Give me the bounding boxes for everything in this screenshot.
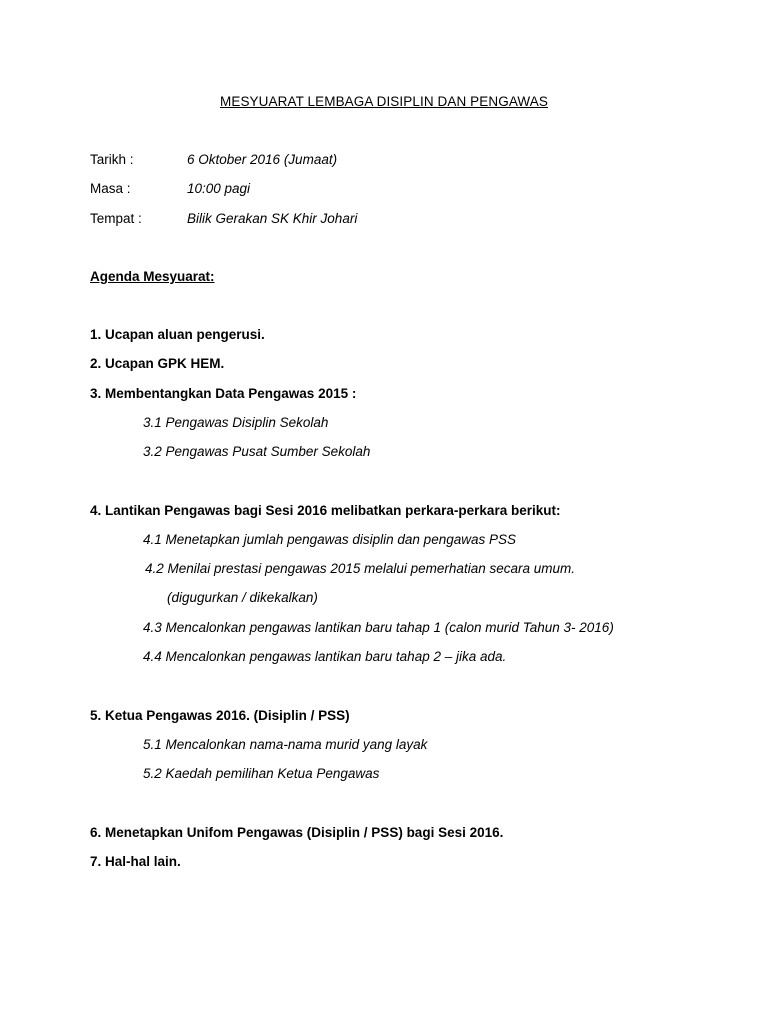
agenda-item-2: 2. Ucapan GPK HEM. [90,356,225,371]
agenda-item-5: 5. Ketua Pengawas 2016. (Disiplin / PSS) [90,708,350,723]
agenda-item-6: 6. Menetapkan Unifom Pengawas (Disiplin / PSS) bagi Sesi 2016. [90,825,504,840]
document-title: MESYUARAT LEMBAGA DISIPLIN DAN PENGAWAS [220,94,548,109]
detail-label-place: Tempat : [90,211,142,226]
agenda-subitem-5-2: 5.2 Kaedah pemilihan Ketua Pengawas [143,766,380,781]
agenda-subitem-4-1: 4.1 Menetapkan jumlah pengawas disiplin dan pengawas PSS [143,532,516,547]
detail-value-time: 10:00 pagi [187,181,251,196]
detail-value-place: Bilik Gerakan SK Khir Johari [187,211,358,226]
agenda-subitem-5-1: 5.1 Mencalonkan nama-nama murid yang layak [143,737,428,752]
agenda-item-7: 7. Hal-hal lain. [90,854,181,869]
agenda-subitem-4-3: 4.3 Mencalonkan pengawas lantikan baru tahap 1 (calon murid Tahun 3- 2016) [143,620,614,635]
agenda-subitem-4-2-note: (digugurkan / dikekalkan) [167,590,318,605]
detail-label-time: Masa : [90,181,131,196]
detail-label-date: Tarikh : [90,152,134,167]
agenda-item-3: 3. Membentangkan Data Pengawas 2015 : [90,386,357,401]
agenda-item-1: 1. Ucapan aluan pengerusi. [90,327,265,342]
agenda-item-4: 4. Lantikan Pengawas bagi Sesi 2016 melibatkan perkara-perkara berikut: [90,503,561,518]
agenda-subitem-4-2: 4.2 Menilai prestasi pengawas 2015 melalui pemerhatian secara umum. [145,561,575,576]
agenda-subitem-3-2: 3.2 Pengawas Pusat Sumber Sekolah [143,444,371,459]
detail-value-date: 6 Oktober 2016 (Jumaat) [187,152,338,167]
agenda-heading: Agenda Mesyuarat: [90,269,215,284]
agenda-subitem-4-4: 4.4 Mencalonkan pengawas lantikan baru tahap 2 – jika ada. [143,649,507,664]
agenda-subitem-3-1: 3.1 Pengawas Disiplin Sekolah [143,415,329,430]
